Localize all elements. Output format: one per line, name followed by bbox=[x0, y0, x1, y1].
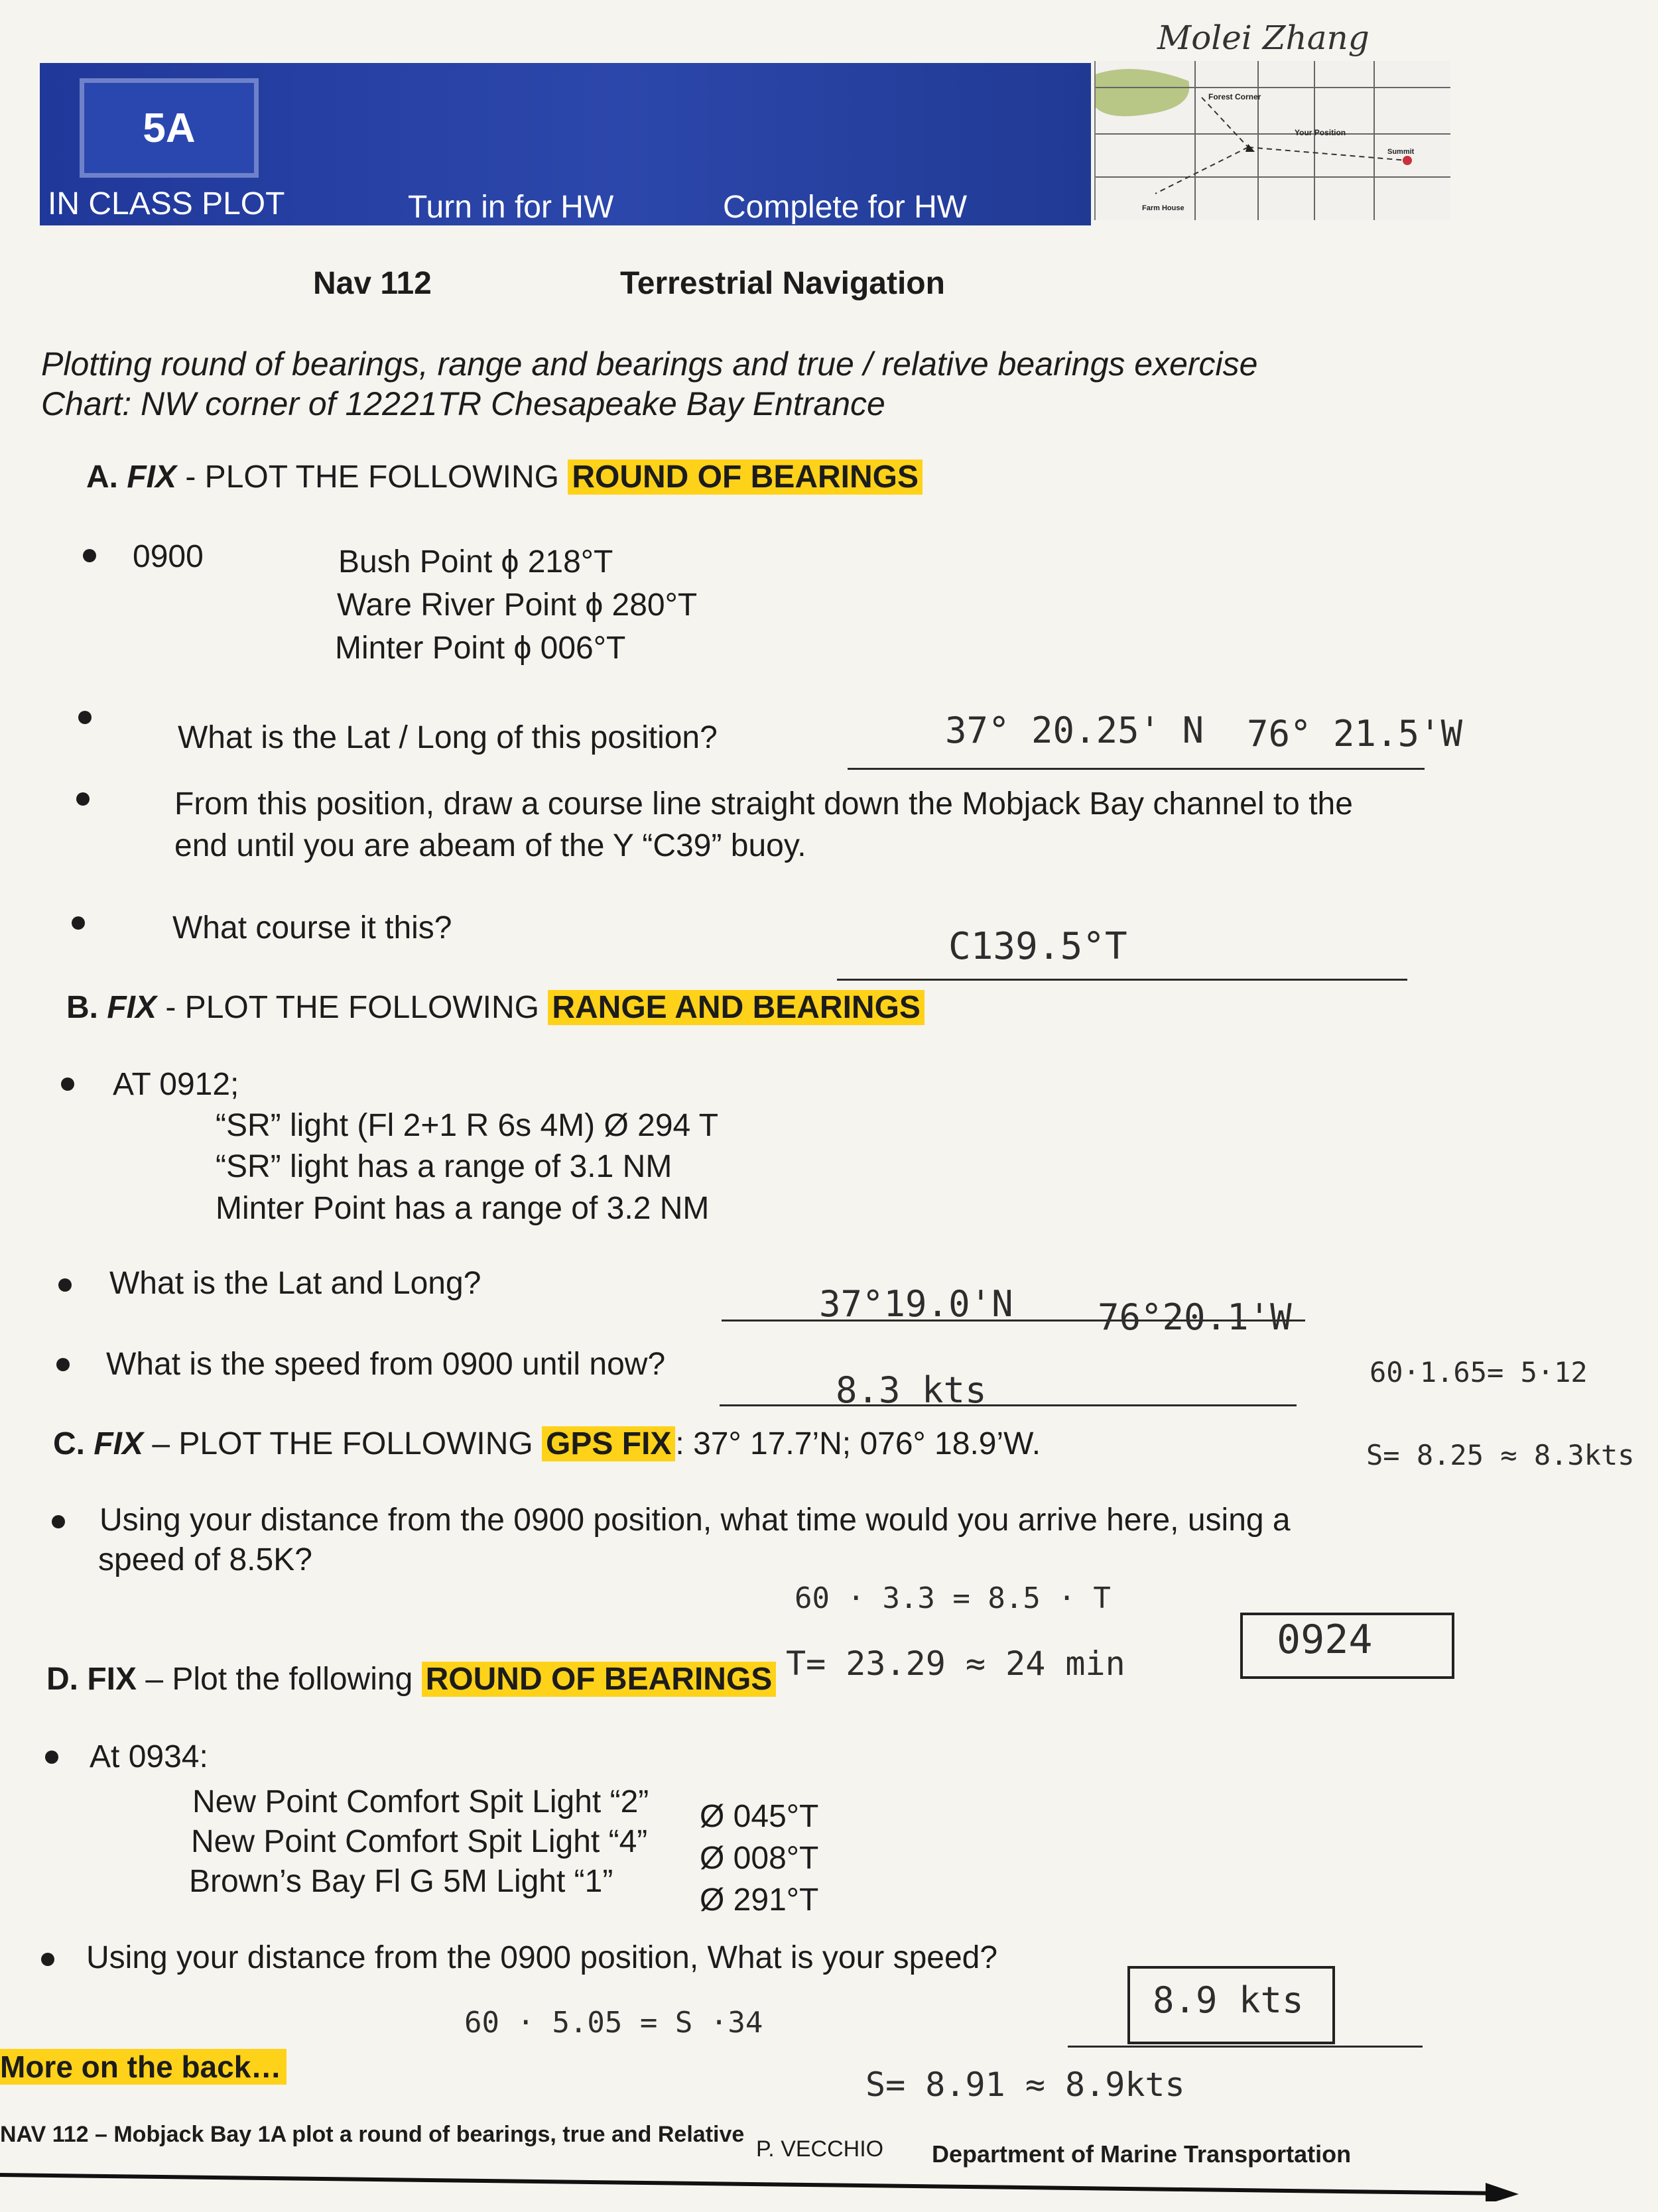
bullet bbox=[78, 711, 92, 724]
section-a-bearing-1: Bush Point ϕ 218°T bbox=[338, 544, 613, 580]
section-c-text: – PLOT THE FOLLOWING bbox=[143, 1426, 542, 1461]
section-d-letter: D. bbox=[46, 1662, 78, 1697]
section-a-instruction-2: end until you are abeam of the Y “C39” buoy. bbox=[174, 828, 806, 863]
section-d-light-3: Brown’s Bay Fl G 5M Light “1” bbox=[189, 1864, 613, 1899]
section-d-answer: 8.9 kts bbox=[1153, 1979, 1304, 2021]
section-d-highlight: ROUND OF BEARINGS bbox=[422, 1662, 777, 1697]
section-d-heading bbox=[46, 1661, 776, 1697]
section-d-work-2: S= 8.91 ≈ 8.9kts bbox=[865, 2065, 1185, 2104]
section-a-answer-lat: 37° 20.25' N bbox=[945, 709, 1204, 751]
section-b-answer-speed: 8.3 kts bbox=[836, 1369, 987, 1411]
section-c-fix: FIX bbox=[94, 1426, 144, 1461]
section-b-heading bbox=[66, 989, 925, 1026]
section-c-highlight: GPS FIX bbox=[542, 1426, 675, 1461]
answer-line bbox=[837, 979, 1407, 981]
section-c-work-1: 60 · 3.3 = 8.5 · T bbox=[795, 1581, 1111, 1615]
section-d-work-1: 60 · 5.05 = S ·34 bbox=[464, 2006, 763, 2040]
footer-left: NAV 112 – Mobjack Bay 1A plot a round of bearings, true and Relative bbox=[0, 2122, 745, 2147]
answer-line bbox=[1068, 2046, 1423, 2048]
section-c-letter: C. bbox=[53, 1426, 85, 1461]
section-d-bearing-2: Ø 008°T bbox=[700, 1841, 819, 1876]
compass-map-inset bbox=[1094, 61, 1450, 220]
footer-author: P. VECCHIO bbox=[756, 2136, 884, 2162]
section-c-heading bbox=[53, 1426, 1041, 1462]
intro-line-2: Chart: NW corner of 12221TR Chesapeake Bay Entrance bbox=[41, 385, 885, 422]
student-signature: Molei Zhang bbox=[1157, 19, 1370, 57]
turn-in-label: Turn in for HW bbox=[408, 190, 614, 225]
section-b-time: AT 0912; bbox=[113, 1067, 239, 1102]
bullet bbox=[83, 549, 96, 562]
bullet bbox=[52, 1515, 65, 1528]
section-a-question-1: What is the Lat / Long of this position? bbox=[178, 720, 718, 755]
section-b-answer-lat: 37°19.0'N bbox=[819, 1283, 1013, 1325]
section-a-text: - PLOT THE FOLLOWING bbox=[176, 460, 568, 495]
margin-work-2: S= 8.25 ≈ 8.3kts bbox=[1366, 1439, 1635, 1471]
section-b-letter: B. bbox=[66, 990, 98, 1025]
section-c-answer: 0924 bbox=[1277, 1617, 1373, 1663]
section-a-answer-course: C139.5°T bbox=[948, 925, 1127, 968]
answer-line bbox=[720, 1404, 1297, 1406]
section-d-text: – Plot the following bbox=[137, 1662, 422, 1697]
section-a-question-2: What course it this? bbox=[172, 910, 452, 946]
section-b-question-1: What is the Lat and Long? bbox=[109, 1266, 481, 1301]
section-b-fix: FIX bbox=[107, 990, 157, 1025]
complete-label: Complete for HW bbox=[723, 190, 968, 225]
section-b-question-2: What is the speed from 0900 until now? bbox=[106, 1347, 666, 1382]
section-a-highlight: ROUND OF BEARINGS bbox=[568, 460, 923, 495]
section-d-question: Using your distance from the 0900 position, What is your speed? bbox=[86, 1940, 998, 1975]
section-a-fix: FIX bbox=[127, 460, 177, 495]
course-title: Terrestrial Navigation bbox=[620, 266, 945, 301]
assignment-badge: 5A bbox=[80, 78, 259, 178]
section-a-bearing-3: Minter Point ϕ 006°T bbox=[335, 631, 626, 666]
bullet bbox=[76, 792, 90, 806]
section-c-coords: : 37° 17.7’N; 076° 18.9’W. bbox=[675, 1426, 1041, 1461]
section-b-item-1: “SR” light (Fl 2+1 R 6s 4M) Ø 294 T bbox=[216, 1108, 719, 1143]
map-inset-graphic bbox=[1096, 61, 1450, 220]
section-c-work-2: T= 23.29 ≈ 24 min bbox=[786, 1644, 1125, 1683]
section-b-highlight: RANGE AND BEARINGS bbox=[548, 990, 925, 1025]
section-b-item-3: Minter Point has a range of 3.2 NM bbox=[216, 1191, 710, 1226]
section-b-text: - PLOT THE FOLLOWING bbox=[157, 990, 548, 1025]
section-c-question-line-2: speed of 8.5K? bbox=[98, 1542, 312, 1577]
course-code: Nav 112 bbox=[313, 266, 432, 301]
section-d-bearing-3: Ø 291°T bbox=[700, 1882, 819, 1918]
bullet bbox=[45, 1751, 58, 1764]
section-a-bearing-2: Ware River Point ϕ 280°T bbox=[337, 587, 698, 623]
more-on-back-label: More on the back… bbox=[0, 2049, 287, 2085]
section-a-heading bbox=[86, 459, 923, 495]
footer-arrow bbox=[0, 2168, 1525, 2201]
bullet bbox=[58, 1278, 72, 1292]
bullet bbox=[56, 1358, 70, 1371]
section-a-answer-long: 76° 21.5'W bbox=[1247, 713, 1463, 755]
section-a-letter: A. bbox=[86, 460, 118, 495]
intro-line-1: Plotting round of bearings, range and bearings and true / relative bearings exercise bbox=[41, 345, 1258, 383]
in-class-plot-label: IN CLASS PLOT bbox=[48, 186, 285, 221]
inset-label-summit: Summit bbox=[1387, 148, 1415, 156]
section-b-item-2: “SR” light has a range of 3.1 NM bbox=[216, 1149, 672, 1184]
section-d-time: At 0934: bbox=[90, 1739, 208, 1774]
bullet bbox=[72, 916, 85, 930]
inset-label-forest: Forest Corner bbox=[1208, 92, 1261, 101]
answer-line bbox=[848, 768, 1425, 770]
inset-label-farm: Farm House bbox=[1142, 204, 1184, 212]
section-d-fix: FIX bbox=[87, 1662, 137, 1697]
section-b-answer-long: 76°20.1'W bbox=[1098, 1296, 1292, 1338]
section-d-light-2: New Point Comfort Spit Light “4” bbox=[191, 1824, 648, 1859]
margin-work-1: 60·1.65= 5·12 bbox=[1370, 1356, 1588, 1388]
section-c-question-line-1: Using your distance from the 0900 position, what time would you arrive here, using a bbox=[99, 1503, 1291, 1538]
section-d-light-1: New Point Comfort Spit Light “2” bbox=[192, 1784, 649, 1819]
footer-dept: Department of Marine Transportation bbox=[932, 2140, 1352, 2168]
bullet bbox=[41, 1953, 54, 1966]
section-a-time: 0900 bbox=[133, 539, 204, 574]
bullet bbox=[61, 1077, 74, 1091]
inset-label-position: Your Position bbox=[1295, 128, 1346, 137]
section-d-bearing-1: Ø 045°T bbox=[700, 1799, 819, 1834]
section-a-instruction-1: From this position, draw a course line straight down the Mobjack Bay channel to the bbox=[174, 786, 1353, 822]
